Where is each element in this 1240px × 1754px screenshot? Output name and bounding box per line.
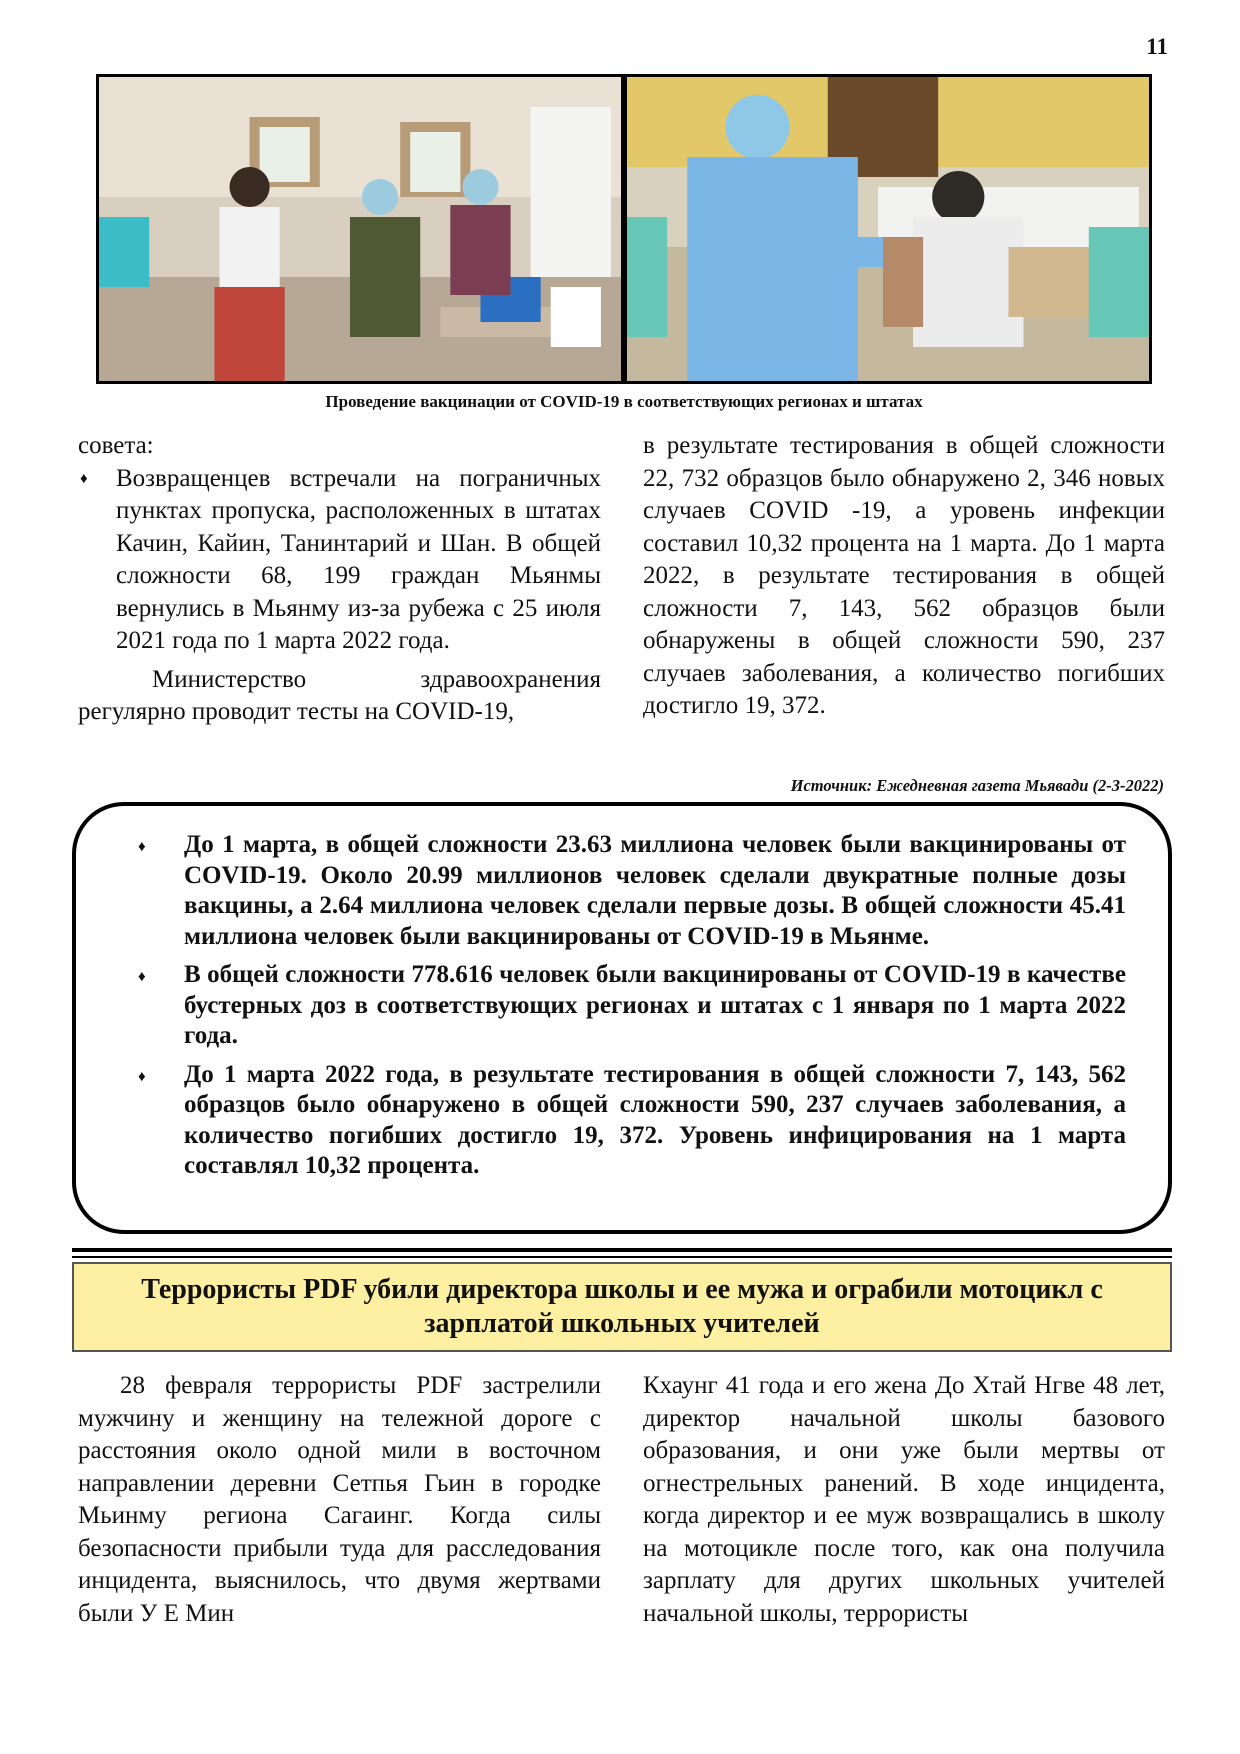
article1-right-column [643,430,1165,723]
article1-intro: совета: [78,432,154,459]
article2-left-column [78,1370,601,1630]
summary-bullet-text: До 1 марта, в общей сложности 23.63 миллиона человек были вакцинированы от COVID-19. Около 20.99 миллионов человек сделали двукратные полные дозы вакцины, а 2.64 миллиона человек сделали первые дозы. В общей сложности 45.41 миллиона человек были вакцинированы от COVID-19 в Мьянме. [184,831,1126,950]
article2-right-column [643,1370,1165,1630]
summary-box [72,802,1172,1234]
vaccination-photo-right [627,77,1149,381]
diamond-bullet-icon: ♦ [138,1068,146,1085]
article1-left-column [78,430,601,729]
article2-right-paragraph: Кхаунг 41 года и его жена До Хтай Нгве 48 лет, директор начальной школы базового образования, и они уже были мертвы от огнестрельных ранений. В ходе инцидента, когда директор и ее муж возвращались в школу на мотоцикле после того, как она получила зарплату для других школьных учителей начальной школы, террористы [643,1372,1165,1627]
summary-bullet [106,960,1126,1052]
article1-source: Источник: Ежедневная газета Мьявади (2-3-2022) [790,776,1164,795]
article1-left-paragraph: Министерство здравоохранения регулярно проводит тесты на COVID-19, [78,665,601,725]
section-divider [72,1248,1172,1252]
article2-left-paragraph: 28 февраля террористы PDF застрелили мужчину и женщину на тележной дороге с расстояния около одной мили в восточном направлении деревни Сетпья Гьин в городке Мьинму региона Сагаинг. Когда силы безопасности прибыли туда для расследования инцидента, выяснилось, что двумя жертвами были У Е Мин [78,1372,601,1627]
article1-bullet-text: Возвращенцев встречали на пограничных пунктах пропуска, расположенных в штатах Качин, Кайин, Танинтарий и Шан. В общей сложности 68, 199 граждан Мьянмы вернулись в Мьянму из-за рубежа с 25 июля 2021 года по 1 марта 2022 года. [116,464,601,654]
diamond-bullet-icon: ♦ [138,969,146,985]
summary-bullet-text: В общей сложности 778.616 человек были вакцинированы от COVID-19 в качестве бустерных доз в соответствующих регионах и штатах с 1 января по 1 марта 2022 года. [184,961,1126,1049]
article2-headline-text: Террористы PDF убили директора школы и ее мужа и ограбили мотоцикл с зарплатой школьных учителей [141,1274,1103,1339]
article2-headline [72,1262,1172,1352]
diamond-bullet-icon: ♦ [138,839,146,855]
article1-bullet [78,463,601,658]
summary-bullet-text: До 1 марта 2022 года, в результате тестирования в общей сложности 7, 143, 562 образцов было обнаружено в общей сложности 590, 237 случаев заболевания, а количество погибших достигло 19, 372. Уровень инфицирования на 1 марта составлял 10,32 процента. [184,1060,1126,1179]
summary-bullet [106,1060,1126,1182]
vaccination-photo-left [99,77,621,381]
photo-caption: Проведение вакцинации от COVID-19 в соответствующих регионах и штатах [325,392,923,411]
section-divider-thin [72,1256,1172,1258]
page-number: 11 [1146,34,1168,59]
diamond-bullet-icon: ♦ [80,470,88,487]
article1-right-paragraph: в результате тестирования в общей сложности 22, 732 образцов было обнаружено 2, 346 новых случаев COVID -19, а уровень инфекции составил 10,32 процента на 1 марта. До 1 марта 2022, в результате тестирования в общей сложности 7, 143, 562 образцов были обнаружены в общей сложности 590, 237 случаев заболевания, а количество погибших достигло 19, 372. [643,432,1165,719]
photo-frame [96,74,1152,384]
summary-bullet [106,830,1126,952]
